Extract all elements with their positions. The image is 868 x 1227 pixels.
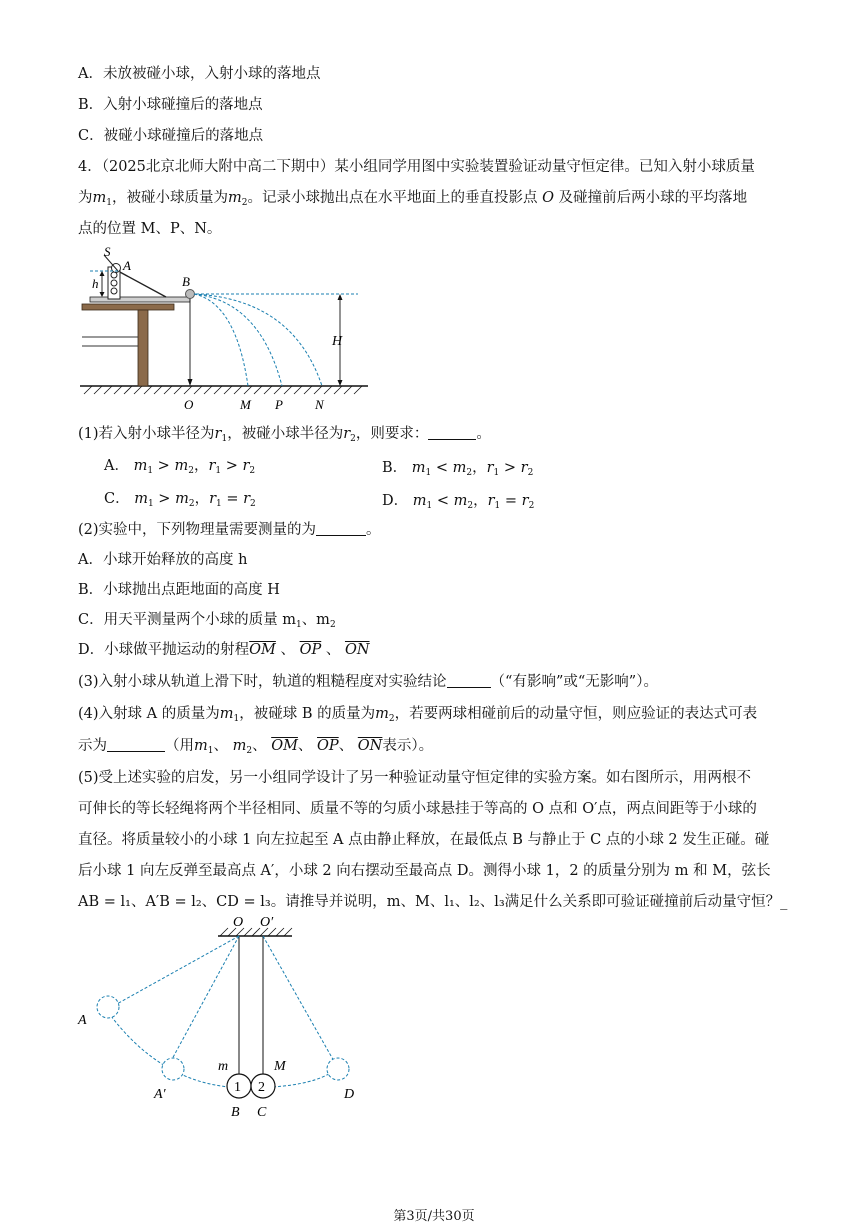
label-M: M <box>274 1059 286 1074</box>
p4-line2: 示为 （用$m_1$、 $m_2$、 $\overline{OM}$、 $\overline{OP}$、 $\overline{ON}$表示）。 <box>78 738 434 756</box>
p2-option-d: D．小球做平抛运动的射程$\overline{OM}$ 、 $\overline{OP}$ 、 $\overline{ON}$ <box>78 642 370 658</box>
label-A: A <box>78 1013 87 1028</box>
label-O: O <box>233 915 244 930</box>
q4-line3: 点的位置 M、P、N。 <box>78 221 222 237</box>
label-O: O <box>184 397 194 412</box>
label-m: m <box>218 1059 229 1074</box>
q4-line1: 4．（2025北京北师大附中高二下期中）某小组同学用图中实验装置验证动量守恒定律。已知入射小球质量 <box>78 159 755 175</box>
p1-option-b: B． $m_1 < m_2$，$r_1 > r_2$ <box>382 460 534 478</box>
option-b: B．入射小球碰撞后的落地点 <box>78 97 263 113</box>
ball-2-label: 2 <box>258 1080 265 1095</box>
label-S: S <box>104 245 111 259</box>
p5-line2: 可伸长的等长轻绳将两个半径相同、质量不等的匀质小球悬挂于等高的 O 点和 O′点，两点间距等于小球的 <box>78 801 757 817</box>
p1-option-a: A． $m_1 > m_2$，$r_1 > r_2$ <box>104 458 256 476</box>
p1-option-c: C． $m_1 > m_2$，$r_1 = r_2$ <box>104 491 256 509</box>
figure-pendulum-collision <box>74 912 374 1122</box>
option-a: A．未放被碰小球，入射小球的落地点 <box>78 66 321 82</box>
label-D: D <box>344 1087 355 1102</box>
label-h: h <box>92 276 99 291</box>
figure-projectile-apparatus <box>78 245 378 415</box>
p5-line5: AB = l₁、A′B = l₂、CD = l₃。请推导并说明，m、M、l₁、l₂、l₃满足什么关系即可验证碰撞前后动量守恒？_ <box>78 894 788 910</box>
p5-line1: (5)受上述实验的启发，另一小组同学设计了另一种验证动量守恒定律的实验方案。如右图所示，用两根不 <box>78 770 752 786</box>
page-footer: 第3页/共30页 <box>393 1209 475 1224</box>
p2-stem: (2)实验中，下列物理量需要测量的为 。 <box>78 522 381 538</box>
option-c: C．被碰小球碰撞后的落地点 <box>78 128 264 144</box>
label-H: H <box>332 334 343 349</box>
p2-option-a: A．小球开始释放的高度 h <box>78 552 248 568</box>
p1-stem: (1)若入射小球半径为$r_1$，被碰小球半径为$r_2$，则要求： 。 <box>78 426 491 444</box>
label-A: A <box>123 258 131 273</box>
label-B: B <box>231 1105 240 1120</box>
p2-option-c: C．用天平测量两个小球的质量 $m_1$、$m_2$ <box>78 612 336 630</box>
p3-stem: (3)入射小球从轨道上滑下时，轨道的粗糙程度对实验结论 （“有影响”或“无影响”）。 <box>78 674 658 690</box>
p5-line4: 后小球 1 向左反弹至最高点 A′，小球 2 向右摆动至最高点 D。测得小球 1，2 的质量分别为 m 和 M，弦长 <box>78 863 771 879</box>
label-P: P <box>275 397 283 412</box>
label-A-prime: A′ <box>154 1087 166 1102</box>
label-C: C <box>257 1105 267 1120</box>
p2-option-b: B．小球抛出点距地面的高度 H <box>78 582 280 598</box>
label-B: B <box>182 274 190 289</box>
label-N: N <box>315 397 324 412</box>
p1-option-d: D． $m_1 < m_2$，$r_1 = r_2$ <box>382 493 535 511</box>
ball-1-label: 1 <box>234 1080 241 1095</box>
label-M: M <box>240 397 251 412</box>
q4-line2: 为$m_1$，被碰小球质量为$m_2$。记录小球抛出点在水平地面上的垂直投影点 O 及碰撞前后两小球的平均落地 <box>78 190 748 208</box>
p4-line1: (4)入射球 A 的质量为$m_1$，被碰球 B 的质量为$m_2$，若要两球相碰前后的动量守恒，则应验证的表达式可表 <box>78 706 758 724</box>
p5-line3: 直径。将质量较小的小球 1 向左拉起至 A 点由静止释放，在最低点 B 与静止于 C 点的小球 2 发生正碰。碰 <box>78 832 770 848</box>
label-O-prime: O′ <box>260 915 274 930</box>
